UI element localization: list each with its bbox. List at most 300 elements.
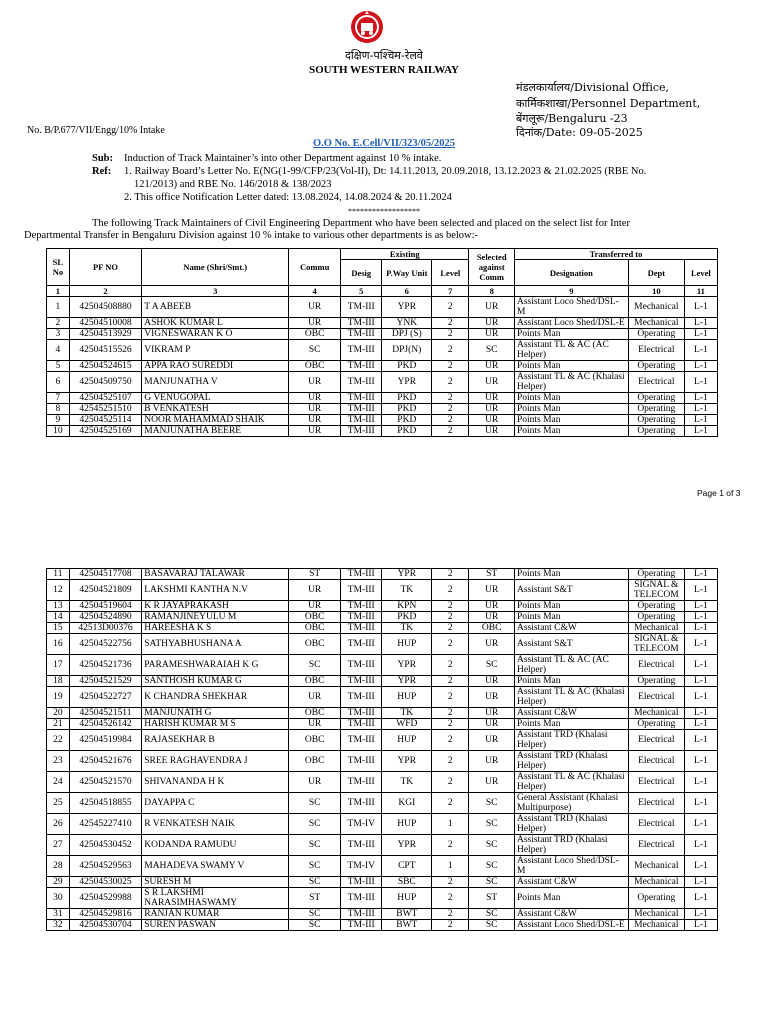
table-row bbox=[47, 361, 718, 372]
existing-desig: TM-III bbox=[341, 580, 382, 601]
selected-against: UR bbox=[469, 708, 515, 719]
table-row bbox=[47, 888, 718, 909]
pf-no: 42504524890 bbox=[69, 612, 141, 623]
community: UR bbox=[289, 297, 341, 318]
community: SC bbox=[289, 920, 341, 931]
existing-desig: TM-III bbox=[341, 569, 382, 580]
sl-no: 13 bbox=[47, 601, 70, 612]
selected-against: OBC bbox=[469, 623, 515, 634]
pf-no: 42504526142 bbox=[69, 719, 141, 730]
pf-no: 42504530704 bbox=[69, 920, 141, 931]
new-designation: Assistant C&W bbox=[514, 909, 628, 920]
sl-no: 19 bbox=[47, 687, 70, 708]
existing-level: 2 bbox=[432, 393, 469, 404]
new-dept: Electrical bbox=[628, 772, 684, 793]
selected-against: UR bbox=[469, 404, 515, 415]
community: SC bbox=[289, 909, 341, 920]
employee-name: T A ABEEB bbox=[142, 297, 289, 318]
selected-against: SC bbox=[469, 793, 515, 814]
existing-level: 2 bbox=[432, 361, 469, 372]
employee-name: LAKSHMI KANTHA N.V bbox=[142, 580, 289, 601]
new-dept: Electrical bbox=[628, 814, 684, 835]
new-designation: Assistant S&T bbox=[514, 580, 628, 601]
pway-unit: HUP bbox=[382, 634, 432, 655]
new-level: L-1 bbox=[684, 888, 717, 909]
new-designation: Points Man bbox=[514, 676, 628, 687]
selected-against: ST bbox=[469, 569, 515, 580]
column-number: 5 bbox=[341, 286, 382, 297]
community: OBC bbox=[289, 676, 341, 687]
selected-against: UR bbox=[469, 730, 515, 751]
existing-level: 2 bbox=[432, 909, 469, 920]
office-line: कार्मिकशाखा/Personnel Department, bbox=[516, 97, 701, 110]
new-level: L-1 bbox=[684, 297, 717, 318]
community: UR bbox=[289, 372, 341, 393]
table-row bbox=[47, 404, 718, 415]
selected-against: SC bbox=[469, 909, 515, 920]
sl-no: 7 bbox=[47, 393, 70, 404]
existing-level: 2 bbox=[432, 612, 469, 623]
existing-level: 2 bbox=[432, 730, 469, 751]
sl-no: 26 bbox=[47, 814, 70, 835]
employee-name: KODANDA RAMUDU bbox=[142, 835, 289, 856]
community: UR bbox=[289, 580, 341, 601]
existing-level: 2 bbox=[432, 687, 469, 708]
new-dept: SIGNAL & TELECOM bbox=[628, 580, 684, 601]
new-dept: Mechanical bbox=[628, 909, 684, 920]
employee-name: RANJAN KUMAR bbox=[142, 909, 289, 920]
new-level: L-1 bbox=[684, 372, 717, 393]
employee-name: MANJUNATHA V bbox=[142, 372, 289, 393]
existing-desig: TM-III bbox=[341, 687, 382, 708]
employee-name: SURESH M bbox=[142, 877, 289, 888]
office-line: मंडलकार्यालय/Divisional Office, bbox=[516, 81, 670, 94]
pf-no: 42504524615 bbox=[69, 361, 141, 372]
new-dept: Mechanical bbox=[628, 318, 684, 329]
pway-unit: PKD bbox=[382, 404, 432, 415]
sl-no: 32 bbox=[47, 920, 70, 931]
pway-unit: YPR bbox=[382, 569, 432, 580]
railway-logo bbox=[350, 10, 384, 44]
new-dept: SIGNAL & TELECOM bbox=[628, 634, 684, 655]
existing-level: 1 bbox=[432, 856, 469, 877]
new-designation: Points Man bbox=[514, 426, 628, 437]
pf-no: 42513D00376 bbox=[69, 623, 141, 634]
existing-level: 2 bbox=[432, 372, 469, 393]
pf-no: 42504529563 bbox=[69, 856, 141, 877]
new-level: L-1 bbox=[684, 623, 717, 634]
employee-name: SHIVANANDA H K bbox=[142, 772, 289, 793]
new-dept: Electrical bbox=[628, 730, 684, 751]
table-row bbox=[47, 612, 718, 623]
new-level: L-1 bbox=[684, 580, 717, 601]
employee-name: NOOR MAHAMMAD SHAIK bbox=[142, 415, 289, 426]
pway-unit: HUP bbox=[382, 888, 432, 909]
table-row bbox=[47, 856, 718, 877]
existing-desig: TM-III bbox=[341, 393, 382, 404]
pf-no: 42504530452 bbox=[69, 835, 141, 856]
pf-no: 42504521676 bbox=[69, 751, 141, 772]
existing-desig: TM-III bbox=[341, 612, 382, 623]
existing-level: 2 bbox=[432, 329, 469, 340]
selected-against: UR bbox=[469, 426, 515, 437]
new-designation: Points Man bbox=[514, 415, 628, 426]
date-line: दिनांक/Date: 09-05-2025 bbox=[516, 126, 643, 139]
col-name: Name (Shri/Smt.) bbox=[142, 249, 289, 286]
pf-no: 42504522727 bbox=[69, 687, 141, 708]
new-designation: Points Man bbox=[514, 601, 628, 612]
existing-desig: TM-III bbox=[341, 329, 382, 340]
pway-unit: KPN bbox=[382, 601, 432, 612]
new-designation: Assistant TL & AC (Khalasi Helper) bbox=[514, 372, 628, 393]
new-level: L-1 bbox=[684, 601, 717, 612]
new-level: L-1 bbox=[684, 329, 717, 340]
existing-desig: TM-III bbox=[341, 888, 382, 909]
new-designation: Points Man bbox=[514, 393, 628, 404]
pway-unit: CPT bbox=[382, 856, 432, 877]
new-designation: Assistant C&W bbox=[514, 708, 628, 719]
existing-desig: TM-III bbox=[341, 793, 382, 814]
new-designation: Assistant Loco Shed/DSL-M bbox=[514, 856, 628, 877]
new-level: L-1 bbox=[684, 772, 717, 793]
employee-name: HAREESHA K S bbox=[142, 623, 289, 634]
new-dept: Mechanical bbox=[628, 708, 684, 719]
employee-name: ASHOK KUMAR L bbox=[142, 318, 289, 329]
selected-against: SC bbox=[469, 655, 515, 676]
sl-no: 2 bbox=[47, 318, 70, 329]
new-dept: Electrical bbox=[628, 687, 684, 708]
reference-1: 1. Railway Board’s Letter No. E(NG(1-99/CFP/23(Vol-II), Dt: 14.11.2013, 20.09.2018, 13.12.2023 & 21.02.2025 (RBE No. bbox=[124, 166, 647, 177]
new-level: L-1 bbox=[684, 920, 717, 931]
new-dept: Operating bbox=[628, 415, 684, 426]
new-designation: Points Man bbox=[514, 569, 628, 580]
employee-name: SREE RAGHAVENDRA J bbox=[142, 751, 289, 772]
employee-name: PARAMESHWARAIAH K G bbox=[142, 655, 289, 676]
existing-desig: TM-III bbox=[341, 835, 382, 856]
selected-against: SC bbox=[469, 920, 515, 931]
pf-no: 42504521736 bbox=[69, 655, 141, 676]
new-designation: Points Man bbox=[514, 329, 628, 340]
new-dept: Operating bbox=[628, 601, 684, 612]
community: ST bbox=[289, 569, 341, 580]
existing-desig: TM-III bbox=[341, 340, 382, 361]
pf-no: 42504525169 bbox=[69, 426, 141, 437]
sl-no: 25 bbox=[47, 793, 70, 814]
existing-desig: TM-III bbox=[341, 601, 382, 612]
table-row bbox=[47, 580, 718, 601]
employee-name: SANTHOSH KUMAR G bbox=[142, 676, 289, 687]
column-number: 2 bbox=[69, 286, 141, 297]
letter-ref-no: No. B/P.677/VII/Engg/10% Intake bbox=[27, 125, 165, 136]
new-designation: Points Man bbox=[514, 361, 628, 372]
table-row bbox=[47, 793, 718, 814]
selected-against: UR bbox=[469, 687, 515, 708]
new-dept: Electrical bbox=[628, 751, 684, 772]
employee-name: VIKRAM P bbox=[142, 340, 289, 361]
table-row bbox=[47, 426, 718, 437]
sl-no: 11 bbox=[47, 569, 70, 580]
col-transferred: Transferred to bbox=[514, 249, 717, 260]
new-dept: Electrical bbox=[628, 655, 684, 676]
pway-unit: WFD bbox=[382, 719, 432, 730]
community: SC bbox=[289, 856, 341, 877]
existing-level: 2 bbox=[432, 297, 469, 318]
existing-level: 1 bbox=[432, 814, 469, 835]
community: SC bbox=[289, 340, 341, 361]
community: OBC bbox=[289, 751, 341, 772]
community: SC bbox=[289, 655, 341, 676]
table-row bbox=[47, 329, 718, 340]
table-row bbox=[47, 909, 718, 920]
employee-name: S R LAKSHMI NARASIMHASWAMY bbox=[142, 888, 289, 909]
col-pf: PF NO bbox=[69, 249, 141, 286]
existing-desig: TM-III bbox=[341, 708, 382, 719]
existing-level: 2 bbox=[432, 569, 469, 580]
employee-name: B VENKATESH bbox=[142, 404, 289, 415]
table-row bbox=[47, 751, 718, 772]
employee-name: G VENUGOPAL bbox=[142, 393, 289, 404]
column-number: 8 bbox=[469, 286, 515, 297]
new-level: L-1 bbox=[684, 426, 717, 437]
new-designation: Assistant Loco Shed/DSL-E bbox=[514, 318, 628, 329]
pf-no: 42504519984 bbox=[69, 730, 141, 751]
existing-desig: TM-III bbox=[341, 772, 382, 793]
new-designation: Assistant Loco Shed/DSL-E bbox=[514, 920, 628, 931]
page-number: Page 1 of 3 bbox=[697, 488, 741, 498]
table-row bbox=[47, 687, 718, 708]
selected-against: UR bbox=[469, 601, 515, 612]
new-level: L-1 bbox=[684, 719, 717, 730]
existing-desig: TM-IV bbox=[341, 814, 382, 835]
selected-against: UR bbox=[469, 318, 515, 329]
pf-no: 42504529816 bbox=[69, 909, 141, 920]
intro-paragraph bbox=[24, 218, 752, 242]
employee-name: RAMANJINEYULU M bbox=[142, 612, 289, 623]
col-pway: P.Way Unit bbox=[382, 260, 432, 286]
reference-1-cont: 121/2013) and RBE No. 146/2018 & 138/2023 bbox=[134, 179, 332, 190]
sl-no: 27 bbox=[47, 835, 70, 856]
intro-line: The following Track Maintainers of Civil Engineering Department who have been selected and placed on the select list for Inter bbox=[92, 218, 630, 229]
table-row bbox=[47, 719, 718, 730]
sl-no: 6 bbox=[47, 372, 70, 393]
new-designation: Points Man bbox=[514, 719, 628, 730]
community: UR bbox=[289, 404, 341, 415]
sl-no: 18 bbox=[47, 676, 70, 687]
selected-against: UR bbox=[469, 361, 515, 372]
col-level: Level bbox=[432, 260, 469, 286]
new-level: L-1 bbox=[684, 909, 717, 920]
new-designation: Points Man bbox=[514, 612, 628, 623]
new-dept: Electrical bbox=[628, 372, 684, 393]
pf-no: 42545227410 bbox=[69, 814, 141, 835]
employee-name: SATHYABHUSHANA A bbox=[142, 634, 289, 655]
employee-name: SUREN PASWAN bbox=[142, 920, 289, 931]
existing-level: 2 bbox=[432, 793, 469, 814]
sl-no: 8 bbox=[47, 404, 70, 415]
pf-no: 42504530025 bbox=[69, 877, 141, 888]
existing-level: 2 bbox=[432, 888, 469, 909]
sl-no: 15 bbox=[47, 623, 70, 634]
existing-desig: TM-III bbox=[341, 909, 382, 920]
col-designation: Designation bbox=[514, 260, 628, 286]
table-row bbox=[47, 601, 718, 612]
existing-desig: TM-III bbox=[341, 318, 382, 329]
existing-level: 2 bbox=[432, 877, 469, 888]
column-number: 3 bbox=[142, 286, 289, 297]
pway-unit: BWT bbox=[382, 920, 432, 931]
column-number: 9 bbox=[514, 286, 628, 297]
existing-desig: TM-III bbox=[341, 719, 382, 730]
selected-against: UR bbox=[469, 372, 515, 393]
sl-no: 12 bbox=[47, 580, 70, 601]
existing-level: 2 bbox=[432, 719, 469, 730]
pway-unit: YPR bbox=[382, 676, 432, 687]
new-level: L-1 bbox=[684, 835, 717, 856]
selected-against: UR bbox=[469, 612, 515, 623]
selected-against: UR bbox=[469, 580, 515, 601]
pf-no: 42504515526 bbox=[69, 340, 141, 361]
sl-no: 21 bbox=[47, 719, 70, 730]
community: OBC bbox=[289, 329, 341, 340]
community: UR bbox=[289, 426, 341, 437]
new-dept: Mechanical bbox=[628, 877, 684, 888]
existing-desig: TM-III bbox=[341, 751, 382, 772]
pway-unit: TK bbox=[382, 772, 432, 793]
new-dept: Operating bbox=[628, 676, 684, 687]
new-designation: Points Man bbox=[514, 404, 628, 415]
pway-unit: PKD bbox=[382, 393, 432, 404]
existing-level: 2 bbox=[432, 708, 469, 719]
pway-unit: HUP bbox=[382, 687, 432, 708]
pf-no: 42504521511 bbox=[69, 708, 141, 719]
pway-unit: PKD bbox=[382, 415, 432, 426]
new-designation: General Assistant (Khalasi Multipurpose) bbox=[514, 793, 628, 814]
pway-unit: BWT bbox=[382, 909, 432, 920]
selected-against: UR bbox=[469, 329, 515, 340]
employee-name: APPA RAO SUREDDI bbox=[142, 361, 289, 372]
pf-no: 42504529988 bbox=[69, 888, 141, 909]
existing-level: 2 bbox=[432, 340, 469, 361]
new-dept: Electrical bbox=[628, 793, 684, 814]
existing-desig: TM-III bbox=[341, 415, 382, 426]
sl-no: 31 bbox=[47, 909, 70, 920]
pf-no: 42504522756 bbox=[69, 634, 141, 655]
column-number: 11 bbox=[684, 286, 717, 297]
pf-no: 42504509750 bbox=[69, 372, 141, 393]
table-row bbox=[47, 708, 718, 719]
community: OBC bbox=[289, 708, 341, 719]
table-row bbox=[47, 920, 718, 931]
pway-unit: KGI bbox=[382, 793, 432, 814]
existing-desig: TM-III bbox=[341, 623, 382, 634]
pway-unit: PKD bbox=[382, 612, 432, 623]
existing-desig: TM-III bbox=[341, 676, 382, 687]
community: OBC bbox=[289, 361, 341, 372]
new-dept: Operating bbox=[628, 569, 684, 580]
new-dept: Mechanical bbox=[628, 856, 684, 877]
selected-against: SC bbox=[469, 835, 515, 856]
existing-desig: TM-III bbox=[341, 372, 382, 393]
org-name: SOUTH WESTERN RAILWAY bbox=[309, 64, 459, 76]
table-row bbox=[47, 415, 718, 426]
sl-no: 17 bbox=[47, 655, 70, 676]
existing-level: 2 bbox=[432, 580, 469, 601]
new-dept: Mechanical bbox=[628, 920, 684, 931]
table-row bbox=[47, 297, 718, 318]
sl-no: 14 bbox=[47, 612, 70, 623]
selected-against: UR bbox=[469, 634, 515, 655]
column-number: 4 bbox=[289, 286, 341, 297]
community: SC bbox=[289, 793, 341, 814]
new-level: L-1 bbox=[684, 415, 717, 426]
community: UR bbox=[289, 772, 341, 793]
new-dept: Operating bbox=[628, 404, 684, 415]
pway-unit: YPR bbox=[382, 751, 432, 772]
office-line: बेंगलूरू/Bengaluru -23 bbox=[516, 112, 628, 125]
pway-unit: TK bbox=[382, 708, 432, 719]
new-dept: Operating bbox=[628, 719, 684, 730]
existing-level: 2 bbox=[432, 655, 469, 676]
column-number: 1 bbox=[47, 286, 70, 297]
new-level: L-1 bbox=[684, 814, 717, 835]
pway-unit: YPR bbox=[382, 297, 432, 318]
employee-name: VIGNESWARAN K O bbox=[142, 329, 289, 340]
sl-no: 30 bbox=[47, 888, 70, 909]
pf-no: 42504517708 bbox=[69, 569, 141, 580]
community: ST bbox=[289, 888, 341, 909]
pway-unit: YPR bbox=[382, 372, 432, 393]
new-dept: Mechanical bbox=[628, 297, 684, 318]
new-dept: Electrical bbox=[628, 835, 684, 856]
new-level: L-1 bbox=[684, 393, 717, 404]
column-number: 6 bbox=[382, 286, 432, 297]
selected-against: SC bbox=[469, 856, 515, 877]
pway-unit: DPJ (S) bbox=[382, 329, 432, 340]
new-designation: Assistant TRD (Khalasi Helper) bbox=[514, 730, 628, 751]
employee-name: MANJUNATHA BEERE bbox=[142, 426, 289, 437]
new-dept: Mechanical bbox=[628, 623, 684, 634]
sl-no: 28 bbox=[47, 856, 70, 877]
new-designation: Assistant TL & AC (Khalasi Helper) bbox=[514, 687, 628, 708]
sl-no: 4 bbox=[47, 340, 70, 361]
existing-level: 2 bbox=[432, 676, 469, 687]
existing-level: 2 bbox=[432, 318, 469, 329]
sub-label: Sub: bbox=[92, 153, 114, 164]
selected-against: UR bbox=[469, 772, 515, 793]
existing-desig: TM-III bbox=[341, 634, 382, 655]
existing-desig: TM-III bbox=[341, 404, 382, 415]
separator-stars: ****************** bbox=[348, 207, 420, 216]
pf-no: 42504521529 bbox=[69, 676, 141, 687]
pway-unit: YPR bbox=[382, 655, 432, 676]
existing-level: 2 bbox=[432, 404, 469, 415]
table-row bbox=[47, 877, 718, 888]
table-row bbox=[47, 676, 718, 687]
new-level: L-1 bbox=[684, 877, 717, 888]
new-level: L-1 bbox=[684, 751, 717, 772]
community: OBC bbox=[289, 730, 341, 751]
new-designation: Assistant TL & AC (Khalasi Helper) bbox=[514, 772, 628, 793]
new-level: L-1 bbox=[684, 687, 717, 708]
new-dept: Operating bbox=[628, 888, 684, 909]
community: SC bbox=[289, 835, 341, 856]
sl-no: 10 bbox=[47, 426, 70, 437]
employee-name: DAYAPPA C bbox=[142, 793, 289, 814]
selected-against: UR bbox=[469, 297, 515, 318]
community: OBC bbox=[289, 623, 341, 634]
existing-desig: TM-III bbox=[341, 655, 382, 676]
sl-no: 23 bbox=[47, 751, 70, 772]
